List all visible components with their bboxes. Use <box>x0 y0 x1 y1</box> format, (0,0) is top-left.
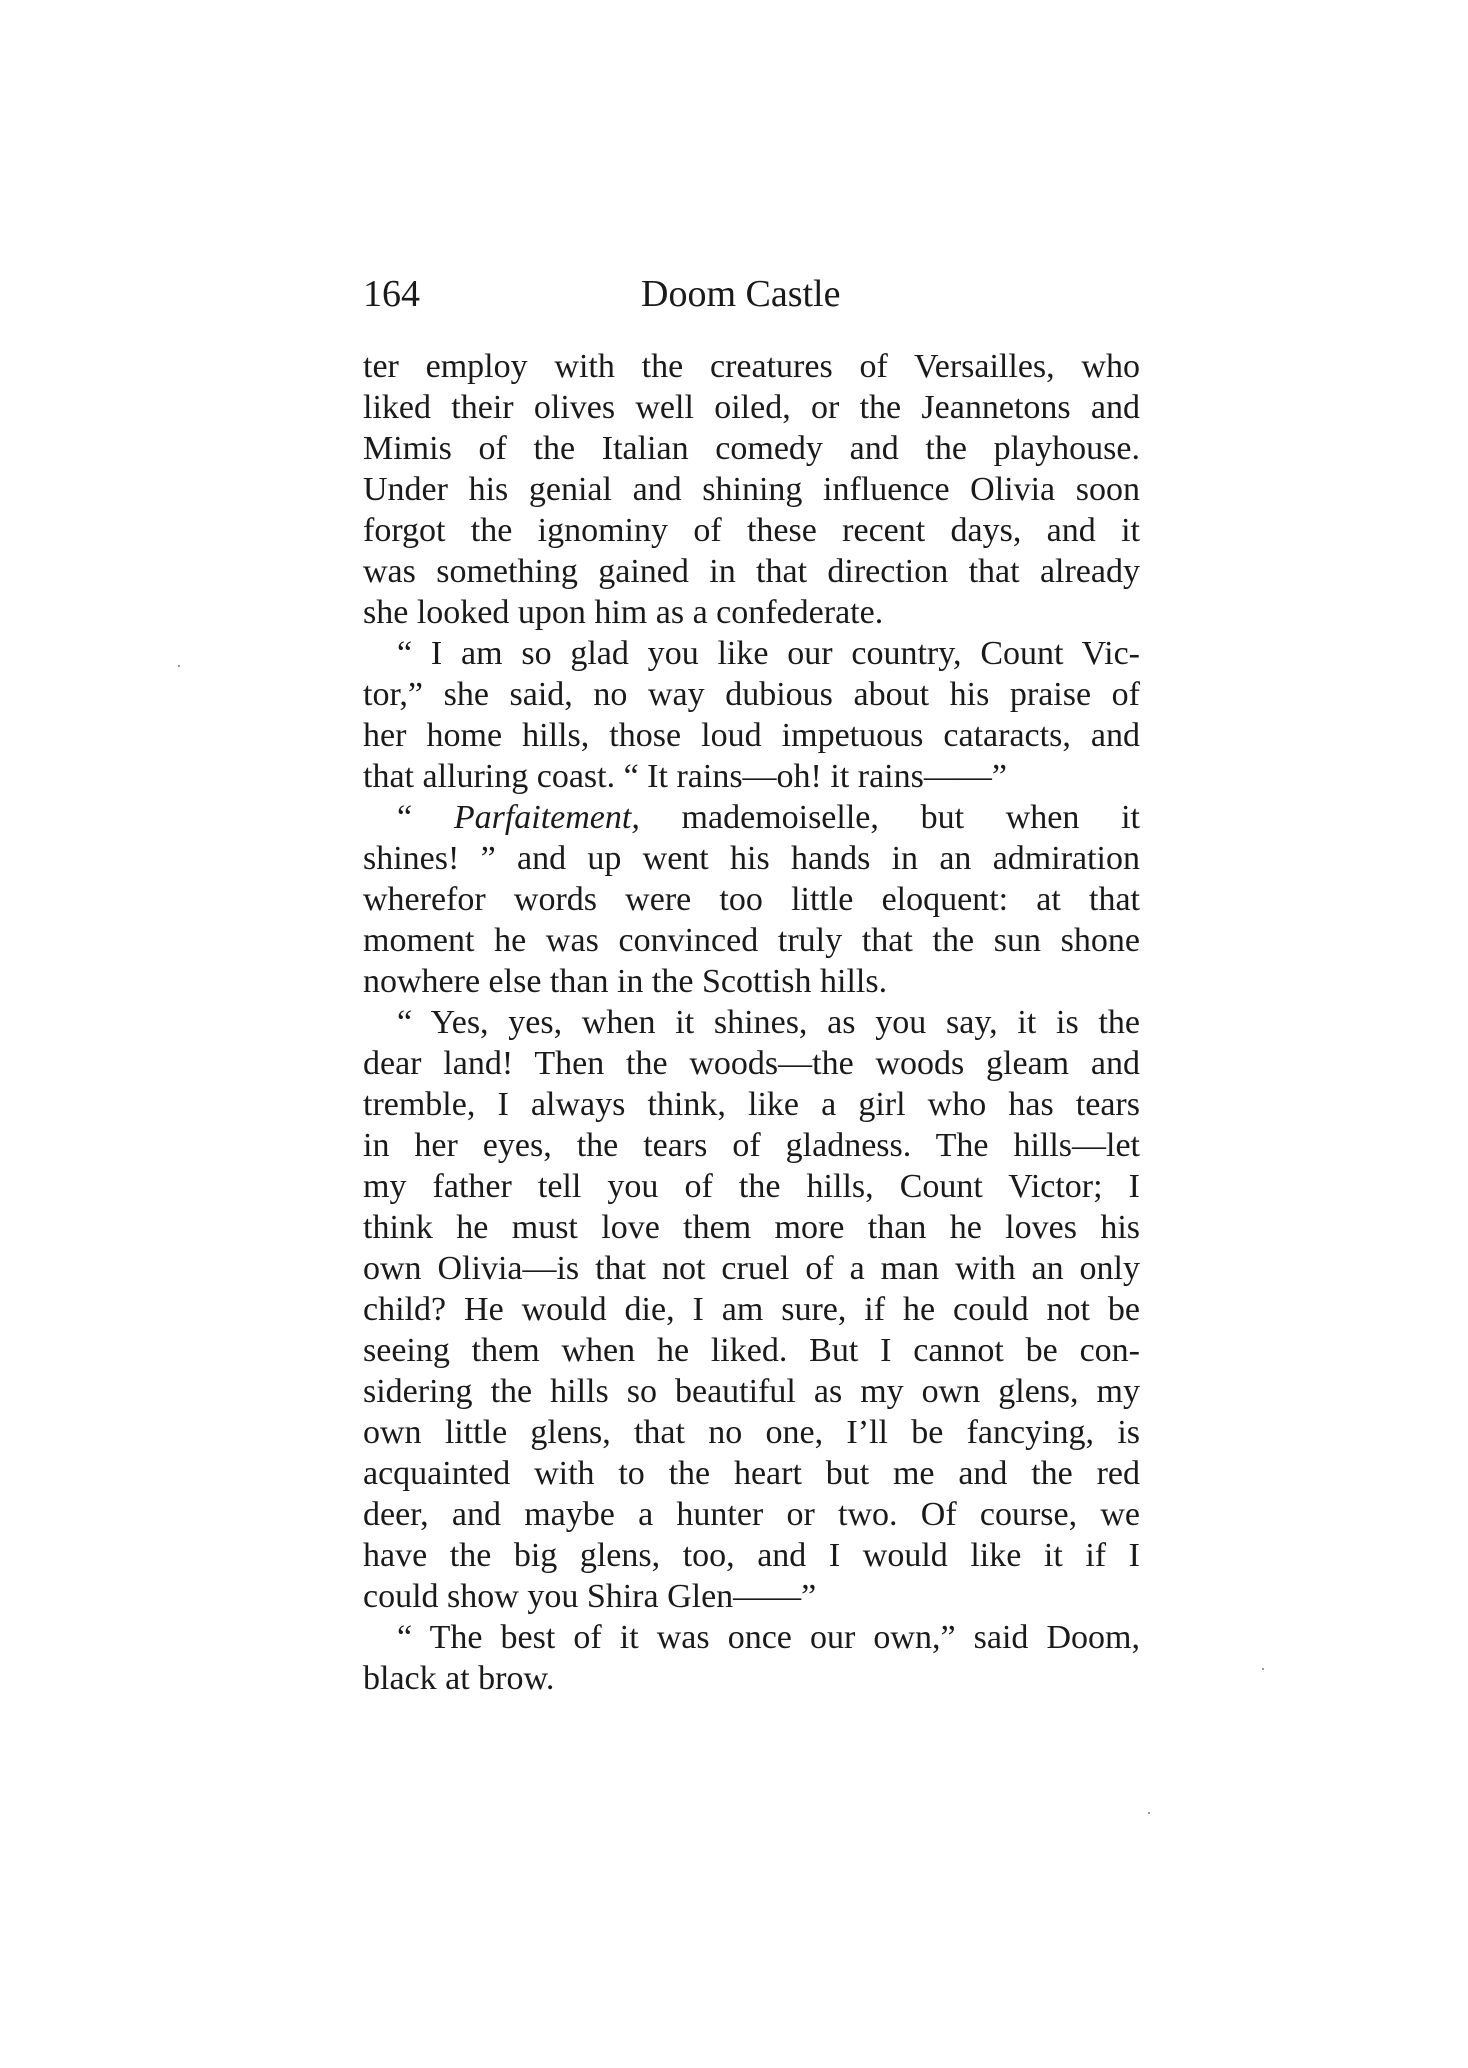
text-line: seeing them when he liked. But I cannot be con- <box>363 1332 1140 1369</box>
text-line: “ The best of it was once our own,” said Doom, <box>397 1619 1140 1656</box>
text-line: sidering the hills so beautiful as my own glens, my <box>363 1373 1140 1410</box>
book-title: Doom Castle <box>641 273 841 315</box>
text-line: Under his genial and shining influence Olivia soon <box>363 471 1140 508</box>
text-line: nowhere else than in the Scottish hills. <box>363 963 888 1000</box>
text-line: could show you Shira Glen——” <box>363 1578 817 1615</box>
scan-speck <box>1262 1668 1264 1670</box>
text-line: dear land! Then the woods—the woods gleam and <box>363 1045 1140 1082</box>
italic-word: Parfaitement, <box>453 799 640 836</box>
text-line: wherefor words were too little eloquent: at that <box>363 881 1140 918</box>
text-line: child? He would die, I am sure, if he could not be <box>363 1291 1140 1328</box>
text-line: deer, and maybe a hunter or two. Of course, we <box>363 1496 1140 1533</box>
open-quote: “ <box>397 799 454 836</box>
line-rest: mademoiselle, but when it <box>639 799 1141 836</box>
text-line: tremble, I always think, like a girl who has tears <box>363 1086 1140 1123</box>
book-page <box>363 262 1140 1699</box>
text-line: she looked upon him as a confederate. <box>363 594 884 631</box>
text-line: that alluring coast. “ It rains—oh! it rains——” <box>363 758 1007 795</box>
text-line: liked their olives well oiled, or the Jeannetons and <box>363 389 1140 426</box>
running-head <box>363 262 1140 326</box>
text-line: shines! ” and up went his hands in an admiration <box>363 840 1140 877</box>
text-line: ter employ with the creatures of Versailles, who <box>363 348 1140 385</box>
text-line: forgot the ignominy of these recent days, and it <box>363 512 1140 549</box>
text-line: think he must love them more than he loves his <box>363 1209 1140 1246</box>
text-line: her home hills, those loud impetuous cataracts, and <box>363 717 1140 754</box>
page-number: 164 <box>363 273 420 315</box>
text-line: black at brow. <box>363 1660 555 1697</box>
scan-speck <box>1148 1812 1150 1814</box>
text-line: “ Yes, yes, when it shines, as you say, it is the <box>397 1004 1140 1041</box>
text-line: own Olivia—is that not cruel of a man with an only <box>363 1250 1140 1287</box>
text-line: acquainted with to the heart but me and the red <box>363 1455 1140 1492</box>
text-line: own little glens, that no one, I’ll be fancying, is <box>363 1414 1140 1451</box>
text-line-italic <box>363 797 1140 838</box>
text-line: was something gained in that direction that already <box>363 553 1140 590</box>
text-line: in her eyes, the tears of gladness. The hills—let <box>363 1127 1140 1164</box>
scan-speck <box>178 665 180 667</box>
text-line: have the big glens, too, and I would like it if I <box>363 1537 1140 1574</box>
body-text <box>363 346 1140 1699</box>
text-line: my father tell you of the hills, Count Victor; I <box>363 1168 1140 1205</box>
text-line: “ I am so glad you like our country, Count Vic- <box>397 635 1140 672</box>
text-line: Mimis of the Italian comedy and the playhouse. <box>363 430 1140 467</box>
text-line: moment he was convinced truly that the sun shone <box>363 922 1140 959</box>
text-line: tor,” she said, no way dubious about his praise of <box>363 676 1140 713</box>
